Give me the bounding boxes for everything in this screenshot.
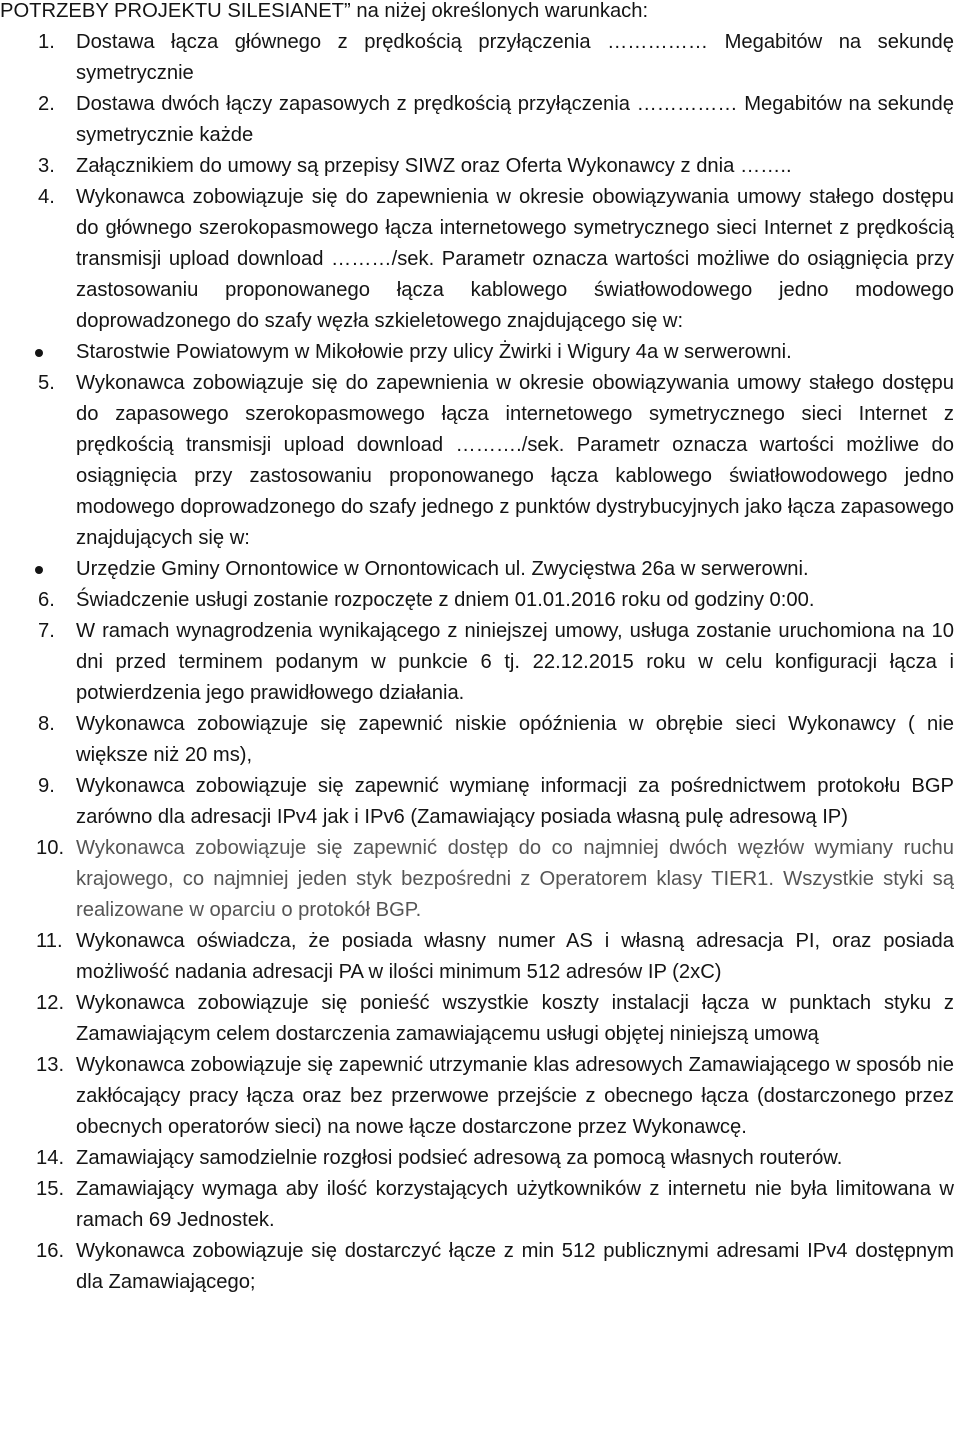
item-number: 4. (38, 186, 55, 208)
item-text: Wykonawca zobowiązuje się zapewnić niskie opóźnienia w obrębie sieci Wykonawcy ( nie większe niż 20 ms), (76, 713, 954, 766)
item-text: Dostawa dwóch łączy zapasowych z prędkością przyłączenia …………… Megabitów na sekundę symetrycznie każde (76, 93, 954, 146)
item-number: 5. (38, 372, 55, 394)
item-text: W ramach wynagrodzenia wynikającego z niniejszej umowy, usługa zostanie uruchomiona na 10 dni przed terminem podanym w punkcie 6 tj. 22.12.2015 roku w celu konfiguracji łącza i potwierdzenia jego prawidłowego działania. (76, 620, 954, 704)
bullet-icon (35, 566, 43, 574)
list-item (0, 1174, 960, 1236)
item-text: Załącznikiem do umowy są przepisy SIWZ oraz Oferta Wykonawcy z dnia …….. (76, 155, 792, 177)
item-number: 7. (38, 620, 55, 642)
item-number: 3. (38, 155, 55, 177)
list-item (0, 1236, 960, 1298)
bullet-icon (35, 349, 43, 357)
item-text: Wykonawca zobowiązuje się zapewnić utrzymanie klas adresowych Zamawiającego w sposób nie zakłócający pracy łącza oraz bez przerwowe przejście z obecnego łącza (dostarczonego przez obecnych operatorów sieci) na nowe łącze dostarczone przez Wykonawcę. (76, 1054, 954, 1138)
bullet-item (0, 554, 960, 585)
list-item (0, 1050, 960, 1143)
item-text: Wykonawca zobowiązuje się zapewnić dostęp do co najmniej dwóch węzłów wymiany ruchu krajowego, co najmniej jeden styk bezpośredni z Operatorem klasy TIER1. Wszystkie styki są realizowane w oparciu o protokół BGP. (76, 837, 954, 921)
item-number: 6. (38, 589, 55, 611)
item-number: 10. (36, 837, 65, 859)
item-text: Wykonawca zobowiązuje się zapewnić wymianę informacji za pośrednictwem protokołu BGP zarówno dla adresacji IPv4 jak i IPv6 (Zamawiający posiada własną pulę adresową IP) (76, 775, 954, 828)
list-item (0, 988, 960, 1050)
list-item (0, 585, 960, 616)
item-text: Świadczenie usługi zostanie rozpoczęte z dniem 01.01.2016 roku od godziny 0:00. (76, 589, 815, 611)
item-text: Wykonawca zobowiązuje się ponieść wszystkie koszty instalacji łącza w punktach styku z Zamawiającym celem dostarczenia zamawiającemu usługi objętej niniejszą umową (76, 992, 954, 1045)
list-item (0, 151, 960, 182)
list-item (0, 833, 960, 926)
item-number: 8. (38, 713, 55, 735)
list-item (0, 709, 960, 771)
list-item (0, 771, 960, 833)
item-number: 14. (36, 1147, 65, 1169)
item-text: Wykonawca zobowiązuje się dostarczyć łącze z min 512 publicznymi adresami IPv4 dostępnym dla Zamawiającego; (76, 1240, 954, 1293)
item-text: Dostawa łącza głównego z prędkością przyłączenia …………… Megabitów na sekundę symetrycznie (76, 31, 954, 84)
item-number: 1. (38, 31, 55, 53)
item-number: 15. (36, 1178, 65, 1200)
list-item (0, 926, 960, 988)
item-text: Wykonawca oświadcza, że posiada własny numer AS i własną adresacja PI, oraz posiada możliwość nadania adresacji PA w ilości minimum 512 adresów IP (2xC) (76, 930, 954, 983)
list-item (0, 616, 960, 709)
bullet-item (0, 337, 960, 368)
item-text: Zamawiający samodzielnie rozgłosi podsieć adresową za pomocą własnych routerów. (76, 1147, 843, 1169)
item-number: 2. (38, 93, 55, 115)
list-item (0, 182, 960, 337)
item-number: 11. (36, 930, 63, 952)
list-item (0, 1143, 960, 1174)
bullet-text: Urzędzie Gminy Ornontowice w Ornontowicach ul. Zwycięstwa 26a w serwerowni. (76, 558, 809, 580)
item-number: 9. (38, 775, 55, 797)
list-item (0, 27, 960, 89)
item-number: 13. (36, 1054, 65, 1076)
item-number: 16. (36, 1240, 65, 1262)
item-text: Zamawiający wymaga aby ilość korzystających użytkowników z internetu nie była limitowana w ramach 69 Jednostek. (76, 1178, 954, 1231)
item-number: 12. (36, 992, 65, 1014)
item-text: Wykonawca zobowiązuje się do zapewnienia w okresie obowiązywania umowy stałego dostępu do zapasowego szerokopasmowego łącza internetowego symetrycznego sieci Internet z prędkością transmisji upload download ………./sek. Parametr oznacza wartości możliwe do osiągnięcia przy zastosowaniu proponowanego łącza kablowego światłowodowego jedno modowego doprowadzonego do szafy jednego z punktów dystrybucyjnych jako łącza zapasowego znajdujących się w: (76, 372, 954, 549)
section-header: POTRZEBY PROJEKTU SILESIANET” na niżej określonych warunkach: (0, 0, 649, 22)
item-text: Wykonawca zobowiązuje się do zapewnienia w okresie obowiązywania umowy stałego dostępu do głównego szerokopasmowego łącza internetowego symetrycznego sieci Internet z prędkością transmisji upload download ………/sek. Parametr oznacza wartości możliwe do osiągnięcia przy zastosowaniu proponowanego łącza kablowego światłowodowego jedno modowego doprowadzonego do szafy węzła szkieletowego znajdującego się w: (76, 186, 954, 332)
list-item (0, 368, 960, 554)
bullet-text: Starostwie Powiatowym w Mikołowie przy ulicy Żwirki i Wigury 4a w serwerowni. (76, 341, 792, 363)
list-item (0, 89, 960, 151)
